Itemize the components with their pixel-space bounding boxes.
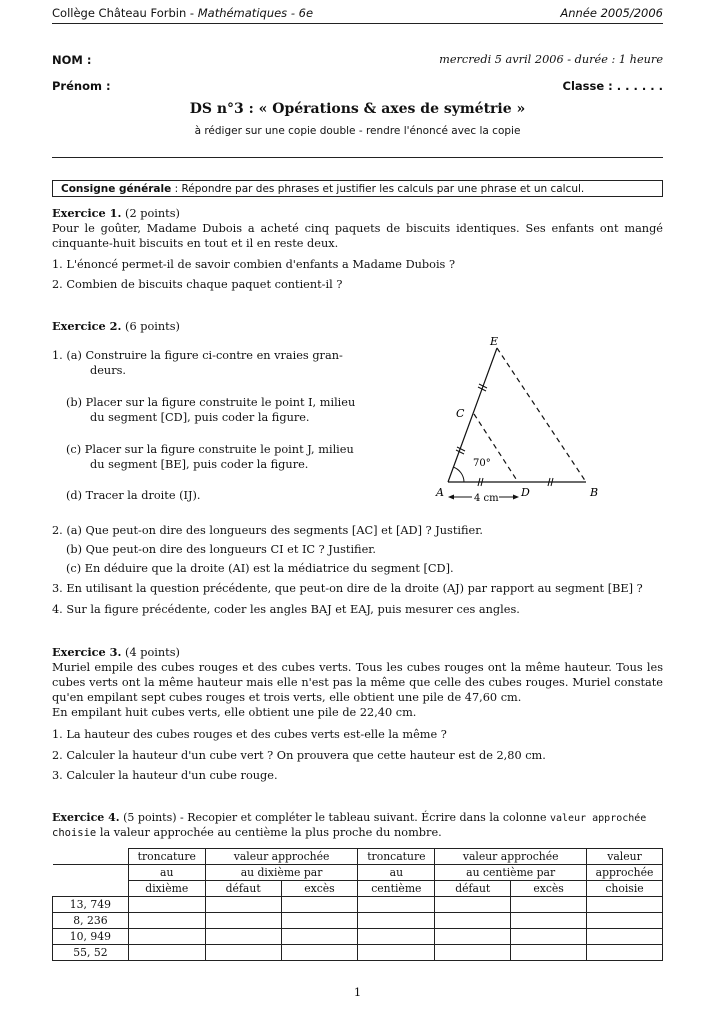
table-cell <box>435 945 511 961</box>
ex3-title: Exercice 3. <box>52 645 122 659</box>
table-cell <box>587 897 663 913</box>
title-rule <box>52 157 663 158</box>
header-defaut: défaut <box>205 881 281 897</box>
ex2-question: 2. (a) Que peut-on dire des longueurs des segments [AC] et [AD] ? Justifier. <box>52 524 483 537</box>
table-cell <box>128 945 205 961</box>
table-cell <box>128 913 205 929</box>
label-c: C <box>456 407 465 420</box>
table-cell <box>435 929 511 945</box>
page-subtitle: à rédiger sur une copie double - rendre l'énoncé avec la copie <box>194 125 521 137</box>
ex4-line2 <box>52 825 663 841</box>
header-approx-dixieme: valeur approchée <box>205 849 358 865</box>
school-year: Année 2005/2006 <box>560 6 663 20</box>
table-cell <box>358 913 435 929</box>
header-approx-centieme: au centième par <box>435 865 587 881</box>
ex2-question: (c) Placer sur la figure construite le point J, milieu <box>66 443 354 456</box>
ex2-question: 3. En utilisant la question précédente, que peut-on dire de la droite (AJ) par rapport au segment [BE] ? <box>52 582 643 595</box>
ex1-points: (2 points) <box>121 207 180 220</box>
header-rule <box>52 23 663 24</box>
consigne-label: Consigne générale <box>61 183 172 195</box>
table-cell <box>587 945 663 961</box>
table-row <box>53 929 663 945</box>
ex4-mono-choisie: choisie <box>52 827 97 839</box>
tick-marks <box>456 384 553 486</box>
table-cell <box>435 913 511 929</box>
row-number: 55, 52 <box>53 945 129 961</box>
consigne-text: : Répondre par des phrases et justifier les calculs par une phrase et un calcul. <box>171 183 585 195</box>
page-number: 1 <box>353 985 362 999</box>
ex1-line: cinquante-huit biscuits en tout et il en reste deux. <box>52 237 339 250</box>
header-trunc-centieme: centième <box>358 881 435 897</box>
angle-label: 70° <box>473 458 491 469</box>
values-table <box>52 848 663 961</box>
consigne-box <box>52 180 663 197</box>
angle-arc <box>453 467 464 482</box>
row-number: 8, 236 <box>53 913 129 929</box>
header-trunc-dixieme: dixième <box>128 881 205 897</box>
prenom-label: Prénom : <box>52 79 111 93</box>
table-cell <box>587 913 663 929</box>
table-cell <box>587 929 663 945</box>
table-cell <box>205 929 281 945</box>
ex2-title: Exercice 2. <box>52 319 122 333</box>
row-number: 13, 749 <box>53 897 129 913</box>
label-a: A <box>436 486 444 499</box>
table-cell <box>511 913 587 929</box>
header-choice: approchée <box>587 865 663 881</box>
table-corner <box>53 849 129 865</box>
table-cell <box>205 897 281 913</box>
header-defaut: défaut <box>435 881 511 897</box>
ex3-line: Muriel empile des cubes rouges et des cubes verts. Tous les cubes rouges ont la même hauteur. Tous les <box>52 661 663 674</box>
ex3-heading <box>52 645 663 660</box>
page-header <box>52 6 663 23</box>
ex1-question: 1. L'énoncé permet-il de savoir combien d'enfants a Madame Dubois ? <box>52 258 455 271</box>
table-corner <box>53 865 129 881</box>
ex1-title: Exercice 1. <box>52 206 122 220</box>
table-cell <box>358 945 435 961</box>
ex2-question: (c) En déduire que la droite (AI) est la médiatrice du segment [CD]. <box>66 562 454 575</box>
segment-eb <box>497 348 586 482</box>
label-e: E <box>490 335 499 348</box>
school-name: Collège Château Forbin - <box>52 6 198 20</box>
table-cell <box>281 913 358 929</box>
table-cell <box>281 929 358 945</box>
ex1-line: Pour le goûter, Madame Dubois a acheté cinq paquets de biscuits identiques. Ses enfants ont mangé <box>52 222 663 235</box>
ex3-points: (4 points) <box>121 646 180 659</box>
ex3-line: qu'en empilant sept cubes rouges et trois verts, elle obtient une pile de 47,60 cm. <box>52 691 522 704</box>
ex4-title: Exercice 4. <box>52 811 120 824</box>
table-corner <box>53 881 129 897</box>
page-title: DS n°3 : « Opérations & axes de symétrie » <box>189 101 526 117</box>
table-cell <box>281 945 358 961</box>
header-trunc-centieme: au <box>358 865 435 881</box>
table-row <box>53 945 663 961</box>
table-cell <box>358 929 435 945</box>
label-b: B <box>590 486 599 499</box>
length-label: 4 cm <box>474 493 499 504</box>
segment-cd <box>474 414 518 482</box>
classe-label: Classe : . . . . . . <box>562 79 663 93</box>
header-approx-dixieme: au dixième par <box>205 865 358 881</box>
ex4-mono-column: valeur approchée <box>550 813 647 824</box>
table-cell <box>358 897 435 913</box>
ex1-question: 2. Combien de biscuits chaque paquet contient-il ? <box>52 278 343 291</box>
arrowhead-right <box>513 495 519 500</box>
ex2-question: du segment [BE], puis coder la figure. <box>90 458 309 471</box>
table-header-row <box>53 881 663 897</box>
table-cell <box>435 897 511 913</box>
table-row <box>53 897 663 913</box>
arrowhead-left <box>448 495 454 500</box>
label-d: D <box>521 486 530 499</box>
ex4-line2-text: la valeur approchée au centième la plus proche du nombre. <box>96 826 442 839</box>
ex3-question: 1. La hauteur des cubes rouges et des cubes verts est-elle la même ? <box>52 728 447 741</box>
header-exces: excès <box>511 881 587 897</box>
ex2-question: du segment [CD], puis coder la figure. <box>90 411 310 424</box>
header-trunc-centieme: troncature <box>358 849 435 865</box>
table-cell <box>205 945 281 961</box>
table-row <box>53 913 663 929</box>
header-trunc-dixieme: au <box>128 865 205 881</box>
table-cell <box>128 897 205 913</box>
ex4-heading <box>52 810 663 826</box>
ex1-heading <box>52 206 663 221</box>
ex3-line: En empilant huit cubes verts, elle obtient une pile de 22,40 cm. <box>52 706 417 719</box>
table-header-row <box>53 865 663 881</box>
table-header-row <box>53 849 663 865</box>
ex2-question: 1. (a) Construire la figure ci-contre en vraies gran- <box>52 349 343 362</box>
row-number: 10, 949 <box>53 929 129 945</box>
header-choice: choisie <box>587 881 663 897</box>
ex2-question: (d) Tracer la droite (IJ). <box>66 489 201 502</box>
ex2-question: (b) Placer sur la figure construite le point I, milieu <box>66 396 356 409</box>
table-cell <box>511 945 587 961</box>
triangle-figure <box>420 330 620 510</box>
header-trunc-dixieme: troncature <box>128 849 205 865</box>
table-cell <box>205 913 281 929</box>
ex2-question: 4. Sur la figure précédente, coder les angles BAJ et EAJ, puis mesurer ces angles. <box>52 603 520 616</box>
table-cell <box>281 897 358 913</box>
table-cell <box>511 929 587 945</box>
nom-label: NOM : <box>52 53 92 67</box>
table-cell <box>511 897 587 913</box>
exam-date: mercredi 5 avril 2006 - durée : 1 heure <box>439 53 663 66</box>
ex3-question: 3. Calculer la hauteur d'un cube rouge. <box>52 769 278 782</box>
course-name: Mathématiques - 6e <box>197 6 314 20</box>
ex2-question: (b) Que peut-on dire des longueurs CI et IC ? Justifier. <box>66 543 377 556</box>
ex2-question: deurs. <box>90 364 126 377</box>
ex2-points: (6 points) <box>121 320 180 333</box>
header-approx-centieme: valeur approchée <box>435 849 587 865</box>
ex4-points: (5 points) - Recopier et compléter le tableau suivant. Écrire dans la colonne <box>119 811 550 824</box>
header-exces: excès <box>281 881 358 897</box>
ex3-line: cubes verts ont la même hauteur mais elle n'est pas la même que celle des cubes rouges. Muriel constate <box>52 676 663 689</box>
ex3-question: 2. Calculer la hauteur d'un cube vert ? On prouvera que cette hauteur est de 2,80 cm. <box>52 749 546 762</box>
header-choice: valeur <box>587 849 663 865</box>
table-cell <box>128 929 205 945</box>
